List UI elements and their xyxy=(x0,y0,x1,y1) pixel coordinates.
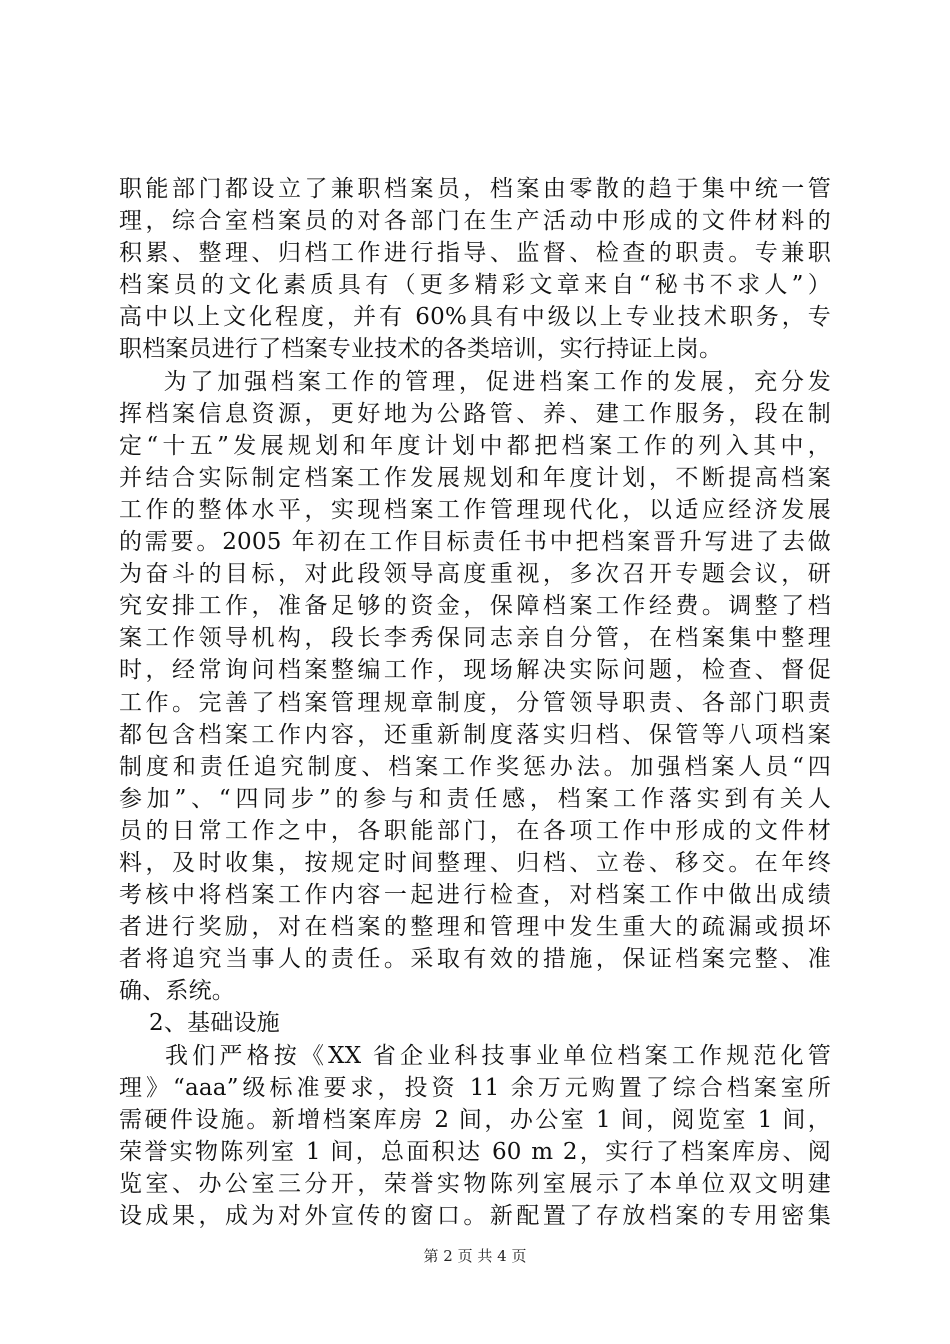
text-line: 者进行奖励，对在档案的整理和管理中发生重大的疏漏或损坏 xyxy=(119,914,831,941)
text-line: 需硬件设施。新增档案库房 2 间，办公室 1 间，阅览室 1 间， xyxy=(119,1106,831,1133)
text-line: 都包含档案工作内容，还重新制度落实归档、保管等八项档案 xyxy=(119,721,831,748)
text-line: 并结合实际制定档案工作发展规划和年度计划，不断提高档案 xyxy=(119,464,831,491)
page-number-footer: 第 2 页 共 4 页 xyxy=(423,1247,527,1265)
text-line: 案工作领导机构，段长李秀保同志亲自分管，在档案集中整理 xyxy=(119,625,831,652)
text-line: 工作的整体水平，实现档案工作管理现代化，以适应经济发展 xyxy=(119,496,831,523)
text-line: 积累、整理、归档工作进行指导、监督、检查的职责。专兼职 xyxy=(119,240,831,267)
text-line: 档案员的文化素质具有（更多精彩文章来自“秘书不求人”） xyxy=(119,272,831,299)
text-line: 考核中将档案工作内容一起进行检查，对档案工作中做出成绩 xyxy=(119,882,831,909)
text-line: 为了加强档案工作的管理，促进档案工作的发展，充分发 xyxy=(119,368,831,395)
text-line: 理，综合室档案员的对各部门在生产活动中形成的文件材料的 xyxy=(119,208,831,235)
text-line: 职档案员进行了档案专业技术的各类培训，实行持证上岗。 xyxy=(119,336,723,363)
text-line: 定“十五”发展规划和年度计划中都把档案工作的列入其中， xyxy=(119,432,831,459)
text-line: 职能部门都设立了兼职档案员，档案由零散的趋于集中统一管 xyxy=(119,176,831,202)
text-line: 设成果，成为对外宣传的窗口。新配置了存放档案的专用密集 xyxy=(119,1203,831,1229)
text-line: 览室、办公室三分开，荣誉实物陈列室展示了本单位双文明建 xyxy=(119,1170,831,1197)
document-body xyxy=(119,173,831,1232)
text-line: 高中以上文化程度，并有 60%具有中级以上专业技术职务，专 xyxy=(119,304,831,331)
text-line: 荣誉实物陈列室 1 间，总面积达 60 m 2，实行了档案库房、阅 xyxy=(119,1138,831,1165)
text-line: 理》“aaa”级标准要求，投资 11 余万元购置了综合档案室所 xyxy=(119,1074,831,1101)
text-line: 确、系统。 xyxy=(119,978,235,1005)
text-line: 究安排工作，准备足够的资金，保障档案工作经费。调整了档 xyxy=(119,593,831,620)
text-line: 员的日常工作之中，各职能部门，在各项工作中形成的文件材 xyxy=(119,817,831,844)
text-line: 时，经常询问档案整编工作，现场解决实际问题，检查、督促 xyxy=(119,657,831,684)
text-line: 为奋斗的目标，对此段领导高度重视，多次召开专题会议，研 xyxy=(119,561,831,588)
text-line: 工作。完善了档案管理规章制度，分管领导职责、各部门职责 xyxy=(119,689,831,716)
text-line: 参加”、“四同步”的参与和责任感，档案工作落实到有关人 xyxy=(119,785,831,812)
text-line: 者将追究当事人的责任。采取有效的措施，保证档案完整、准 xyxy=(119,946,831,973)
text-line: 2、基础设施 xyxy=(119,1010,280,1037)
text-line: 挥档案信息资源，更好地为公路管、养、建工作服务，段在制 xyxy=(119,400,831,427)
text-line: 的需要。2005 年初在工作目标责任书中把档案晋升写进了去做 xyxy=(119,529,831,556)
text-line: 我们严格按《XX 省企业科技事业单位档案工作规范化管 xyxy=(119,1042,831,1069)
text-line: 料，及时收集，按规定时间整理、归档、立卷、移交。在年终 xyxy=(119,849,831,876)
text-line: 制度和责任追究制度、档案工作奖惩办法。加强档案人员“四 xyxy=(119,753,831,780)
